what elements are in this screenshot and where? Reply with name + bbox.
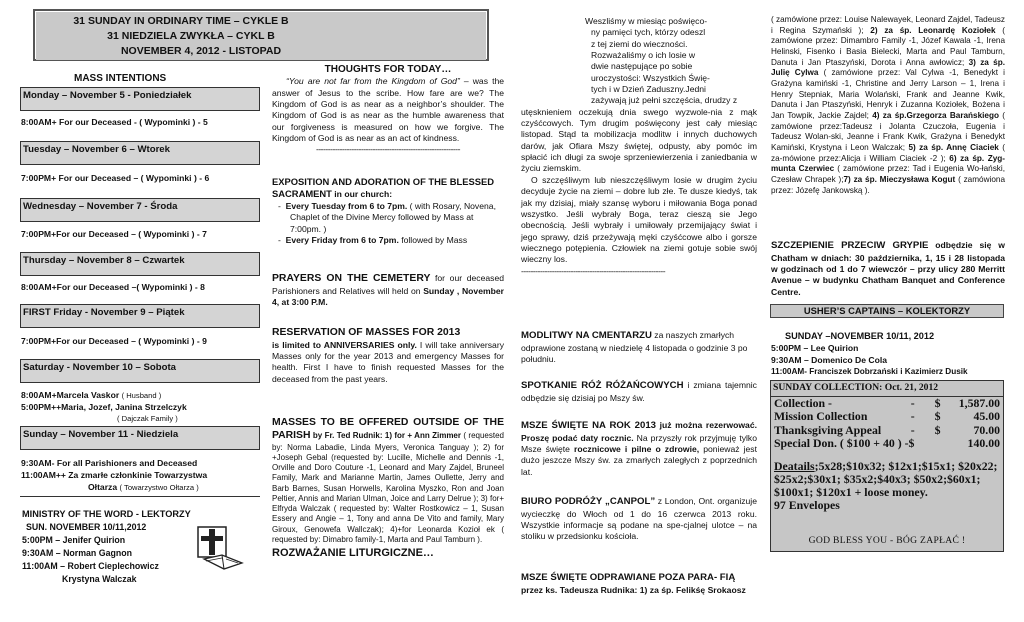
intentions-continued bbox=[771, 15, 1005, 196]
reservation-body: I will take anniversary Masses only for the year 2013 and emergency Masses for health. First I have to finish requested Masses for the deceased from the past years. bbox=[272, 339, 504, 384]
intention-detail: ( zamówione przez: Louise Nalewayek, Leonard Zajdel, Tadeusz i Regina Szymański ); bbox=[771, 15, 1005, 35]
intention-text: Ołtarza bbox=[88, 482, 118, 492]
collection-details bbox=[774, 460, 1000, 499]
masses-outside-section bbox=[272, 416, 504, 560]
ushers-title: USHER’S CAPTAINS – KOLEKTORZY bbox=[770, 304, 1004, 318]
intention-sunday-2: 11:00AM++ Za zmarłe członkinie Towarzystwa bbox=[21, 470, 208, 480]
thoughts-text bbox=[272, 76, 504, 144]
modlitwy-text bbox=[521, 330, 757, 365]
msze2013-body-1: Na przyszły rok przyjmuję tylko Msze święte bbox=[521, 432, 757, 454]
poem-line-8: zażywają już pełni szczęścia, drudzy z bbox=[591, 95, 738, 106]
blessing-text: GOD BLESS YOU - BÓG ZAPŁAĆ ! bbox=[808, 535, 966, 547]
day-box-tuesday: Tuesday – November 6 – Wtorek bbox=[20, 141, 260, 165]
mass-intentions-title: MASS INTENTIONS bbox=[74, 73, 167, 84]
exposition-title-tail: in our church: bbox=[331, 189, 393, 200]
intention-sunday-1: 9:30AM- For all Parishioners and Deceased bbox=[21, 458, 198, 468]
thoughts-divider: ------------------------------------------------------------- bbox=[315, 144, 461, 155]
ministry-line-2: 9:30AM – Norman Gagnon bbox=[22, 548, 132, 558]
intention-name: 2) za śp. Leonardę Koziołek bbox=[870, 25, 996, 35]
header-line-3: NOVEMBER 4, 2012 - LISTOPAD bbox=[120, 45, 282, 57]
poem-paragraph-2: O szczęśliwym lub nieszczęśliwym losie w drugim życiu decyduje życie na ziemi – dobre lub złe. Te dusze kiedyś, tak jak my dzisiaj, miały szansę wyboru i miłowania Boga ponad wszystko. Jeśli wybrały Boga, teraz cieszą sie Jego obecnością. Jeśli wybrały i umiłowały przemijający świat i jego sprawy, dziś przeżywają męki czyśćcowe albo i gorsze wiecznego potępienia. Człowiek na ziemi gotuje sobie swój wieczny los. bbox=[521, 174, 757, 265]
biuro-section bbox=[521, 496, 757, 543]
collection-amount: 140.00 bbox=[967, 436, 1000, 451]
szczepienie-section bbox=[771, 240, 1005, 298]
day-box-friday: FIRST Friday - November 9 – Piątek bbox=[20, 304, 260, 328]
reservation-section bbox=[272, 326, 504, 385]
poem-line-4: Rozważaliśmy o ich losie w bbox=[591, 50, 696, 61]
header-title-box bbox=[36, 12, 486, 60]
reservation-text bbox=[272, 340, 504, 385]
poem-line-7: tych i w Dzień Zaduszny.Jedni bbox=[591, 84, 706, 95]
ministry-section bbox=[22, 508, 197, 586]
collection-row bbox=[774, 397, 1000, 411]
biuro-text bbox=[521, 496, 757, 543]
intention-saturday-1 bbox=[21, 390, 161, 401]
envelopes-count: 97 Envelopes bbox=[774, 497, 840, 512]
ministry-line-4: Krystyna Walczak bbox=[62, 574, 137, 584]
msze2013-body-2: ponieważ jest dużo jeszcze Mszy św. za zmarłych zaległych z poprzednich lat. bbox=[521, 444, 757, 477]
ushers-section bbox=[771, 330, 1005, 378]
msze2013-bold-2: rocznicowe i pilne o zdrowie, bbox=[574, 444, 700, 454]
collection-table bbox=[771, 397, 1003, 513]
collection-amount: 1,587.00 bbox=[958, 395, 1001, 410]
day-box-saturday: Saturday - November 10 – Sobota bbox=[20, 359, 260, 383]
poem-line-6: uroczystości: Wszystkich Świę- bbox=[591, 72, 710, 83]
poem-divider: ------------------------------------------------------------- bbox=[521, 265, 666, 276]
collection-row bbox=[774, 437, 1000, 451]
collection-amount: 70.00 bbox=[973, 422, 1001, 437]
details-text: ;5x28;$10x32; $12x1;$15x1; $20x22; $25x2;$30x1; $35x2;$40x3; $50x2;$60x1; $100x1; $120x1 + loose money. bbox=[774, 458, 998, 499]
intention-detail: ( zamówione przez: Dimambro Family -1, Józef Kawala -1, Irena Helinski, Fisenko i Basia Bielecki, Marta and Paul Tamburn, Danuta i Jan Ptaszyński, Dorota i Anna awłowicz; bbox=[771, 25, 1005, 67]
exposition-item-2-time: Every Friday from 6 to 7pm. bbox=[285, 234, 399, 245]
ministry-date: SUN. NOVEMBER 10/11,2012 bbox=[26, 522, 147, 532]
ministry-title: MINISTRY OF THE WORD - LEKTORZY bbox=[22, 509, 191, 519]
intention-name: 4) za śp.Grzegorza Barańskiego bbox=[872, 110, 999, 120]
prayers-body: for our deceased Parishioners and Relatives will held on bbox=[272, 273, 504, 296]
intention-name: 6) za śp. Zyg-munta Czerwiec bbox=[771, 153, 1005, 174]
szczepienie-body: odbędzie się w Chatham w dniach: 30 października, 1, 15 i 28 listopada w godzinach od 1 do 7 wiewczór – przy ulicy 280 Merritt Avenue – w budynku Chatham Banquet and Conference Centre. bbox=[771, 240, 1005, 297]
szczepienie-title: SZCZEPIENIE PRZECIW GRYPIE bbox=[771, 240, 929, 251]
ministry-line-1: 5:00PM – Jenifer Quirion bbox=[22, 535, 126, 545]
collection-label: Mission Collection bbox=[774, 409, 868, 424]
msze-poza-title: MSZE ŚWIĘTE ODPRAWIANE POZA PARA- FIĄ bbox=[521, 572, 736, 583]
poem-line-1: Weszliśmy w miesiąc poświęco- bbox=[585, 16, 708, 26]
day-box-thursday: Thursday – November 8 – Czwartek bbox=[20, 252, 260, 276]
msze2013-section bbox=[521, 420, 757, 478]
collection-label: Collection - bbox=[774, 395, 832, 410]
intention-name: 7) za śp. Mieczysława Kogut bbox=[843, 174, 956, 184]
collection-box bbox=[770, 380, 1004, 552]
intention-detail: ( zamówione przez: Val Cylwa -1, Benedykt i Grażyna kamiński -1, Christine and Jerry Larson – 1, Irena i Henry Stepniak, Maria Wolański, Frank and Jeanne Kwik, Danuta i Jan Ptaszyński, Henryk i Zuzanna Koziołek, Bożena i Jan Towpik, Jackie Zajdel; bbox=[771, 68, 1005, 120]
intention-friday: 7:00PM+For our Deceased – ( Wypominki ) - 9 bbox=[21, 336, 207, 346]
collection-currency: $ bbox=[934, 395, 941, 410]
masses-outside-body: ( requested by: Norma Labadie, Linda Myers, Veronica Tanguay ); 2) for +Joseph Gebal (requested by: Lucille, Michelle and Dennis -1, Orville and Doro Couture -1, Leonard and Mary Zajdel, Bruneel Family, Mark and Marianne Martin, James Oullette, Jerry and Barb Barnes, Susan Horwells, Karolina Myszko, Ron and Joan Peltier, Annis and Marian Ulman, Joice and Larry Delrue ); 3) for+ Elfryda Walczak ( requested by: Walter Rostkowicz – 1, Susan Essery and Angie – 1, Tony and anna De Vito and family, Mary Giroux, Genowefa Wallczak); 4)+for Leonarda Kozioł ek ( requested by: Dimabro family-1, Marta and Paul Tamburn ). bbox=[272, 431, 504, 544]
intention-name: 3) za śp. Julię Cylwa bbox=[771, 57, 1005, 78]
reservation-title: RESERVATION OF MASSES FOR 2013 bbox=[272, 327, 461, 338]
intention-detail: ( zamówiona przez: Józefę Jankowską ). bbox=[771, 174, 1006, 195]
thoughts-quote: “You are not far from the Kingdom of God” bbox=[286, 76, 460, 87]
prayers-text bbox=[272, 272, 504, 308]
header-line-1: 31 SUNDAY IN ORDINARY TIME – CYKLE B bbox=[73, 15, 289, 27]
details-label: Deatails bbox=[774, 458, 815, 473]
collection-sep: - bbox=[910, 395, 915, 410]
prayers-section bbox=[272, 272, 504, 308]
szczepienie-text bbox=[771, 240, 1005, 298]
collection-title: SUNDAY COLLECTION: Oct. 21, 2012 bbox=[771, 381, 1003, 397]
intentions-continued-text bbox=[771, 15, 1005, 196]
collection-currency: $ bbox=[934, 409, 941, 424]
poem-line-2: ny pamięci tych, którzy odeszl bbox=[591, 27, 706, 38]
intention-requester: ( Husband ) bbox=[121, 391, 162, 400]
ushers-line-3: 11:00AM- Franciszek Dobrzański i Kazimierz Dusik bbox=[771, 367, 968, 376]
spotkanie-section bbox=[521, 380, 757, 404]
spotkanie-title: SPOTKANIE RÓŻ RÓŻAŃCOWYCH bbox=[521, 380, 684, 391]
msze2013-text bbox=[521, 420, 757, 478]
ushers-line-1: 5:00PM – Lee Quirion bbox=[771, 343, 859, 353]
header-line-2: 31 NIEDZIELA ZWYKŁA – CYKL B bbox=[107, 30, 275, 42]
bible-cross-icon bbox=[196, 525, 246, 575]
thoughts-body: – was the answer of Jesus to the scribe. How fare are we? The Kingdom of God is as near as a neighbor’s shoulder. The Kingdom of God is as near as the humble awareness that our forgiveness is measured on how we forgive. The Kingdom of God is as near as an act of kindness. bbox=[272, 76, 505, 143]
collection-amount: 45.00 bbox=[973, 409, 1001, 424]
intention-wednesday: 7:00PM+For our Deceased – ( Wypominki ) - 7 bbox=[21, 229, 207, 239]
collection-row bbox=[774, 410, 1000, 424]
masses-outside-title: MASSES TO BE OFFERED OUTSIDE OF THE PARISH bbox=[272, 417, 504, 442]
bulletin-header bbox=[33, 9, 489, 61]
poem-section bbox=[521, 16, 757, 277]
msze-poza-section bbox=[521, 572, 757, 596]
exposition-item-2-detail: followed by Mass bbox=[398, 234, 468, 245]
thoughts-section bbox=[272, 63, 504, 155]
intention-detail: ( za-mówione przez:Alicja i William Ciaciek -2 ); bbox=[771, 142, 1005, 163]
day-box-wednesday: Wednesday – November 7 - Środa bbox=[20, 198, 260, 222]
day-box-monday: Monday – November 5 - Poniedziałek bbox=[20, 87, 260, 111]
intention-tuesday: 7:00PM+ For our Deceased – ( Wypominki ) - 6 bbox=[21, 173, 210, 183]
exposition-item-1-detail: ( with Rosary, Novena, Chaplet of the Divine Mercy followed by Mass at 7:00pm. ) bbox=[290, 200, 496, 234]
poem-paragraph-1: utęsknieniem oczekują dnia swego wyzwole-nia z mąk czyśćcowych. Tym drugim poświęcony jest cały miesiąc listopad. Stąd ta mobilizacja modlitw i innych duchowych darów, jak Ofiara Mszy świętej, odpusty, aby pomóc im spłacić ich długi za swoje sprzeniewierzenia i zaniedbania w życiu ziemskim. bbox=[521, 106, 757, 174]
rozwazanie-title: ROZWAŻANIE LITURGICZNE… bbox=[272, 546, 434, 559]
spotkanie-text bbox=[521, 380, 757, 404]
ushers-line-2: 9:30AM – Domenico De Cola bbox=[771, 355, 888, 365]
prayers-date: Sunday , November 4, at 3:00 P.M. bbox=[272, 285, 504, 308]
intention-text: 8:00AM+Marcela Vaskor bbox=[21, 390, 120, 400]
masses-outside-text bbox=[272, 416, 504, 545]
collection-label: Special Don. ( $100 + 40 ) -$ bbox=[774, 436, 915, 451]
msze2013-note: już można bbox=[656, 420, 706, 430]
exposition-section bbox=[272, 176, 504, 246]
exposition-item-2: - Every Friday from 6 to 7pm. followed by Mass bbox=[278, 234, 468, 245]
exposition-heading bbox=[272, 176, 504, 201]
ministry-line-3: 11:00AM – Robert Cieplechowicz bbox=[22, 561, 159, 571]
intention-requester: ( Towarzystwo Ołtarza ) bbox=[119, 483, 199, 492]
intention-detail: ( zamówione przez: Tad i Eugenia Wo-łański, Czesław Chrapek ); bbox=[771, 164, 1005, 184]
msze2013-title: MSZE ŚWIĘTE NA ROK 2013 bbox=[521, 420, 656, 431]
collection-currency: $ bbox=[934, 422, 941, 437]
msze-poza-text: przez ks. Tadeusza Rudnika: 1) za śp. Felikśę Srokaosz bbox=[521, 584, 746, 595]
intention-monday: 8:00AM+ For our Deceased - ( Wypominki ) - 5 bbox=[21, 117, 208, 127]
day-box-sunday: Sunday – November 11 - Niedziela bbox=[20, 426, 260, 450]
prayers-title: PRAYERS ON THE CEMETERY bbox=[272, 273, 431, 284]
intention-thursday: 8:00AM+For our Deceased –( Wypominki ) - 8 bbox=[21, 282, 205, 292]
biuro-title: BIURO PODRÓŻY „CANPOL” bbox=[521, 496, 656, 507]
reservation-bold: is limited to ANNIVERSARIES only. bbox=[272, 339, 417, 350]
poem-line-5: dwie następujące po sobie bbox=[591, 61, 693, 72]
exposition-title: EXPOSITION AND ADORATION OF THE BLESSED SACRAMENT bbox=[272, 176, 495, 200]
column-divider bbox=[20, 496, 260, 497]
intention-name: 5) za śp. Annę Ciaciek bbox=[908, 142, 999, 152]
modlitwy-section bbox=[521, 330, 757, 365]
ushers-date: SUNDAY –NOVEMBER 10/11, 2012 bbox=[785, 331, 935, 341]
intention-saturday-2: 5:00PM++Maria, Jozef, Janina Strzelczyk bbox=[21, 402, 187, 412]
intention-detail: ( zamówione przez:Tadeusz i Jolanta Czuczoła, Eugenia i Tadeusz Wolan-ski, Jeanne i Frank Kwik, Grażyna i Benedykt Kamiński, Krystyna i Leon Walczak; bbox=[771, 110, 1005, 152]
intention-sunday-3 bbox=[88, 482, 199, 493]
poem-line-3: z tej ziemi do wieczności. bbox=[591, 38, 688, 49]
exposition-item-1: - Every Tuesday from 6 to 7pm. ( with Rosary, Novena, Chaplet of the Divine Mercy followed by Mass at 7:00pm. ) bbox=[278, 200, 496, 234]
modlitwy-title: MODLITWY NA CMENTARZU bbox=[521, 330, 652, 341]
modlitwy-body: za naszych zmarłych odprawione zostaną w niedzielę 4 listopada o godzinie 3 po południu. bbox=[521, 330, 748, 364]
spotkanie-body: i zmiana tajemnic odbędzie się dzisiaj po Mszy św. bbox=[521, 380, 757, 403]
biuro-body: z London, Ont. organizuje wycieczkę do Włoch od 1 do 16 czerwca 2013 roku. Wszystkie informacje są podane na spe-cjalnej ulotce – na stoliku w przedsionku kościoła. bbox=[521, 496, 757, 542]
exposition-item-1-time: Every Tuesday from 6 to 7pm. bbox=[285, 200, 408, 211]
msze2013-bold-1: rezerwować. Proszę podać daty rocznic. bbox=[521, 420, 757, 443]
collection-sep: - bbox=[910, 422, 915, 437]
thoughts-title: THOUGHTS FOR TODAY… bbox=[324, 64, 452, 75]
intention-requester-saturday-2: ( Dajczak Family ) bbox=[117, 414, 178, 423]
masses-outside-by: by Fr. Ted Rudnik: 1) for + Ann Zimmer bbox=[310, 431, 461, 441]
collection-label: Thanksgiving Appeal bbox=[774, 422, 882, 437]
collection-row bbox=[774, 424, 1000, 438]
collection-sep: - bbox=[910, 409, 915, 424]
